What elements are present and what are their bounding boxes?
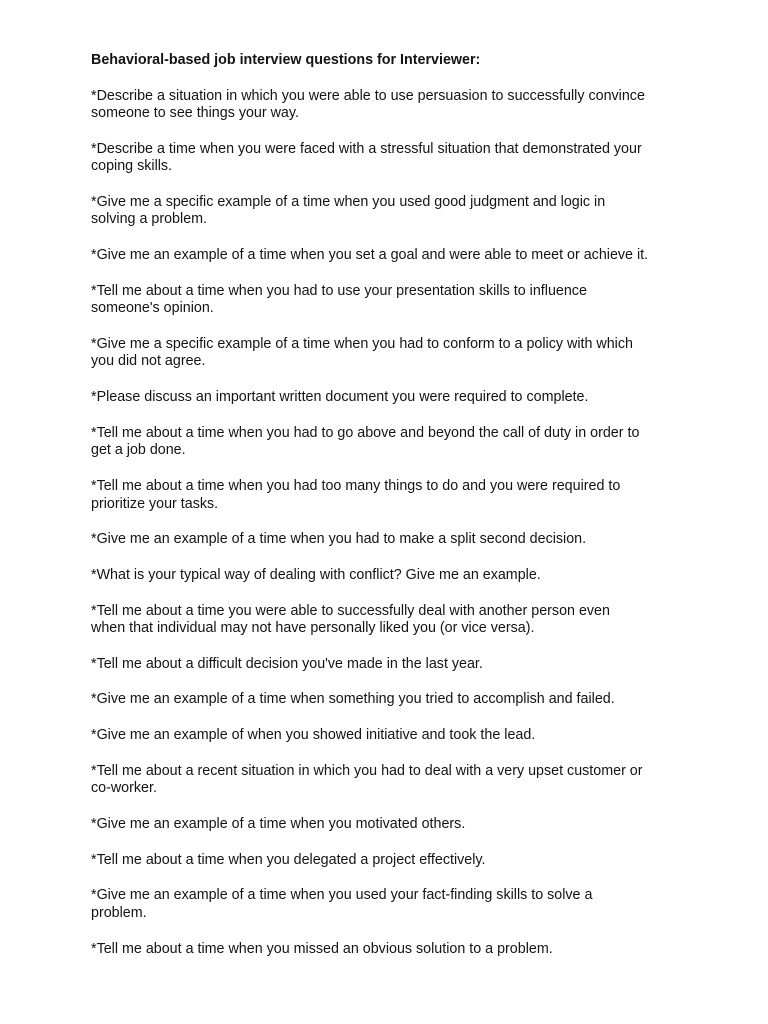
question-list <box>91 88 691 959</box>
document-body <box>91 52 691 976</box>
question-item: *Tell me about a time when you had too many things to do and you were required to prioritize your tasks. <box>91 478 621 512</box>
question-item: *Tell me about a time when you had to use your presentation skills to influence someone's opinion. <box>91 282 587 317</box>
document-title: Behavioral-based job interview questions for Interviewer: <box>91 52 481 68</box>
question-item: *Give me an example of a time when you set a goal and were able to meet or achieve it. <box>91 247 649 264</box>
question-item: *Tell me about a time you were able to successfully deal with another person even when that individual may not have personally liked you (or vice versa). <box>91 602 610 637</box>
question-item: *Tell me about a recent situation in which you had to deal with a very upset customer or co-worker. <box>91 762 643 797</box>
question-item: *Give me an example of a time when you had to make a split second decision. <box>91 531 587 548</box>
question-item: *Give me a specific example of a time when you had to conform to a policy with which you did not agree. <box>91 335 633 370</box>
question-item: *Give me an example of a time when something you tried to accomplish and failed. <box>91 691 615 708</box>
question-item: *Give me a specific example of a time when you used good judgment and logic in solving a problem. <box>91 193 606 228</box>
question-item: *Tell me about a time when you had to go above and beyond the call of duty in order to get a job done. <box>91 424 640 459</box>
question-item: *Tell me about a time when you missed an obvious solution to a problem. <box>91 940 553 957</box>
question-item: *Give me an example of when you showed initiative and took the lead. <box>91 727 536 744</box>
question-item: *Tell me about a time when you delegated a project effectively. <box>91 851 486 868</box>
question-item: *Describe a time when you were faced with a stressful situation that demonstrated your coping skills. <box>91 140 642 175</box>
question-item: *Describe a situation in which you were able to use persuasion to successfully convince someone to see things your way. <box>91 87 645 121</box>
question-item: *Please discuss an important written document you were required to complete. <box>91 389 589 406</box>
question-item: *Tell me about a difficult decision you've made in the last year. <box>91 655 483 672</box>
question-item: *Give me an example of a time when you used your fact-finding skills to solve a problem. <box>91 887 593 921</box>
question-item: *What is your typical way of dealing with conflict? Give me an example. <box>91 566 541 583</box>
question-item: *Give me an example of a time when you motivated others. <box>91 816 466 832</box>
